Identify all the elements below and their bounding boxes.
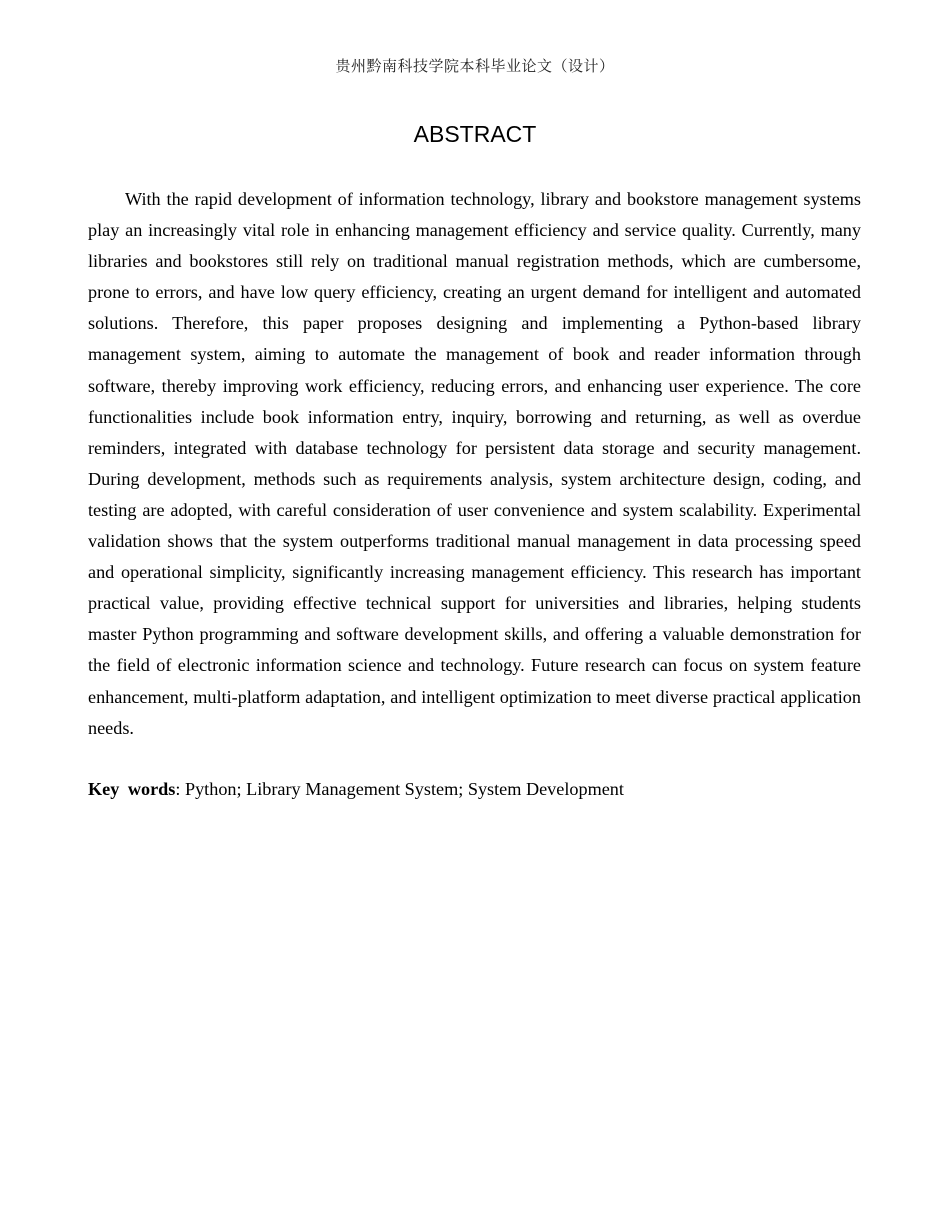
keywords-line	[88, 774, 861, 805]
keywords-label: Key words	[88, 779, 176, 799]
abstract-body: With the rapid development of information technology, library and bookstore management systems play an increasingly vital role in enhancing management efficiency and service quality. Currently, many libraries and bookstores still rely on traditional manual registration methods, which are cumbersome, prone to errors, and have low query efficiency, creating an urgent demand for intelligent and automated solutions. Therefore, this paper proposes designing and implementing a Python-based library management system, aiming to automate the management of book and reader information through software, thereby improving work efficiency, reducing errors, and enhancing user experience. The core functionalities include book information entry, inquiry, borrowing and returning, as well as overdue reminders, integrated with database technology for persistent data storage and security management. During development, methods such as requirements analysis, system architecture design, coding, and testing are adopted, with careful consideration of user convenience and system scalability. Experimental validation shows that the system outperforms traditional manual management in data processing speed and operational simplicity, significantly increasing management efficiency. This research has important practical value, providing effective technical support for universities and libraries, helping students master Python programming and software development skills, and offering a valuable demonstration for the field of electronic information science and technology. Future research can focus on system feature enhancement, multi-platform adaptation, and intelligent optimization to meet diverse practical application needs.	[88, 189, 861, 738]
page-header: 贵州黔南科技学院本科毕业论文（设计）	[335, 57, 615, 75]
abstract-title: ABSTRACT	[413, 121, 537, 147]
keywords-value: Python; Library Management System; System Development	[184, 779, 624, 799]
keywords-separator: :	[175, 779, 185, 799]
